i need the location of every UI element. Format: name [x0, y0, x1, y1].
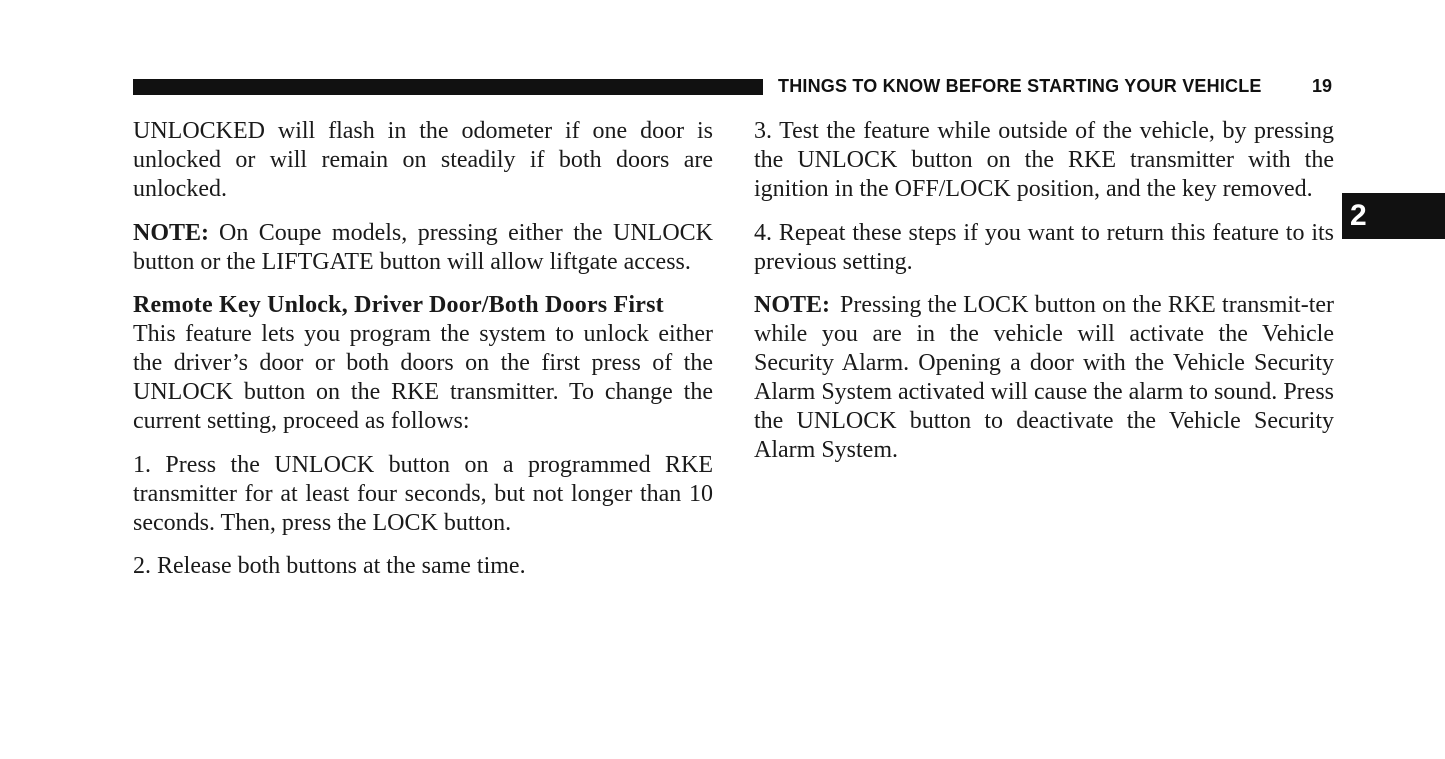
right-column — [754, 117, 1334, 480]
section-title: THINGS TO KNOW BEFORE STARTING YOUR VEHICLE — [778, 76, 1262, 96]
step-2: 2. Release both buttons at the same time. — [133, 553, 526, 579]
header-rule — [133, 79, 763, 95]
step-1: 1. Press the UNLOCK button on a programmed RKE transmitter for at least four seconds, but not longer than 10 seconds. Then, press the LOCK button. — [133, 451, 713, 536]
left-column — [133, 117, 713, 596]
section-heading-wrapper — [133, 291, 713, 320]
paragraph-unlocked-flash: UNLOCKED will flash in the odometer if one door is unlocked or will remain on steadily if both doors are unlocked. — [133, 118, 713, 202]
note-text: Pressing the LOCK button on the RKE transmit-ter while you are in the vehicle will activate the Vehicle Security Alarm. Opening a door with the Vehicle Security Alarm System activated will cause the alarm to sound. Press the UNLOCK button to deactivate the Vehicle Security Alarm System. — [754, 292, 1334, 463]
note-label: NOTE: — [133, 219, 210, 246]
note-label: NOTE: — [754, 292, 831, 318]
note-text: On Coupe models, pressing either the UNLOCK button or the LIFTGATE button will allow liftgate access. — [133, 219, 713, 275]
chapter-tab: 2 — [1342, 193, 1445, 239]
page-number: 19 — [1312, 76, 1333, 96]
section-heading: Remote Key Unlock, Driver Door/Both Doors First — [133, 292, 664, 318]
note-coupe-liftgate — [133, 219, 713, 277]
step-3: 3. Test the feature while outside of the vehicle, by pressing the UNLOCK button on the RKE transmitter with the ignition in the OFF/LOCK position, and the key removed. — [754, 118, 1334, 202]
note-security-alarm — [754, 291, 1334, 465]
step-4: 4. Repeat these steps if you want to return this feature to its previous setting. — [754, 219, 1334, 275]
paragraph-feature-intro: This feature lets you program the system to unlock either the driver’s door or both doors on the first press of the UNLOCK button on the RKE transmitter. To change the current setting, proceed as follows: — [133, 321, 713, 434]
